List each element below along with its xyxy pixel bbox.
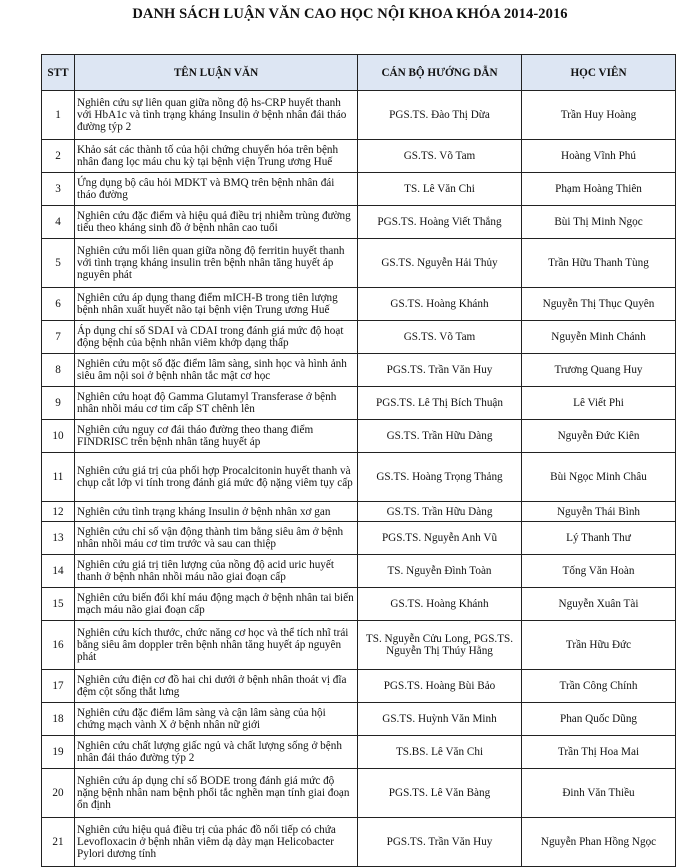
advisor-name: PGS.TS. Hoàng Viết Thắng <box>358 206 522 239</box>
advisor-name: GS.TS. Hoàng Trọng Thảng <box>358 453 522 502</box>
thesis-title: Nghiên cứu áp dụng thang điểm mICH-B trong tiên lượng bệnh nhân xuất huyết não tại bệnh viện Trung ương Huế <box>75 288 358 321</box>
thesis-title: Nghiên cứu hiệu quả điều trị của phác đồ nối tiếp có chứa Levofloxacin ở bệnh nhân viêm dạ dày mạn Helicobacter Pylori dương tính <box>75 818 358 867</box>
thesis-title: Khảo sát các thành tố của hội chứng chuyển hóa trên bệnh nhân đang lọc máu chu kỳ tại bệnh viện Trung ương Huế <box>75 140 358 173</box>
row-number: 13 <box>42 522 75 555</box>
student-name: Trần Hữu Thanh Tùng <box>522 239 676 288</box>
thesis-title: Nghiên cứu một số đặc điểm lâm sàng, sinh học và hình ảnh siêu âm nội soi ở bệnh nhân tắc mật cơ học <box>75 354 358 387</box>
table-row <box>42 736 676 769</box>
student-name: Trần Hữu Đức <box>522 621 676 670</box>
table-row <box>42 239 676 288</box>
student-name: Trương Quang Huy <box>522 354 676 387</box>
table-row <box>42 354 676 387</box>
row-number: 2 <box>42 140 75 173</box>
table-row <box>42 621 676 670</box>
thesis-title: Nghiên cứu chỉ số vận động thành tim bằng siêu âm ở bệnh nhân nhồi máu cơ tim trước và sau can thiệp <box>75 522 358 555</box>
row-number: 17 <box>42 670 75 703</box>
student-name: Lý Thanh Thư <box>522 522 676 555</box>
table-row <box>42 703 676 736</box>
student-name: Trần Huy Hoàng <box>522 91 676 140</box>
student-name: Trần Thị Hoa Mai <box>522 736 676 769</box>
student-name: Phan Quốc Dũng <box>522 703 676 736</box>
row-number: 3 <box>42 173 75 206</box>
table-row <box>42 502 676 522</box>
student-name: Trần Công Chính <box>522 670 676 703</box>
student-name: Bùi Ngọc Minh Châu <box>522 453 676 502</box>
thesis-title: Nghiên cứu chất lượng giấc ngủ và chất lượng sống ở bệnh nhân đái tháo đường týp 2 <box>75 736 358 769</box>
table-row <box>42 91 676 140</box>
advisor-name: GS.TS. Trần Hữu Dàng <box>358 502 522 522</box>
student-name: Nguyễn Xuân Tài <box>522 588 676 621</box>
thesis-title: Nghiên cứu biến đổi khí máu động mạch ở bệnh nhân tai biến mạch máu não giai đoạn cấp <box>75 588 358 621</box>
student-name: Nguyễn Phan Hồng Ngọc <box>522 818 676 867</box>
row-number: 16 <box>42 621 75 670</box>
thesis-title: Nghiên cứu mối liên quan giữa nồng độ ferritin huyết thanh với tình trạng kháng insulin trên bệnh nhân tăng huyết áp nguyên phát <box>75 239 358 288</box>
row-number: 14 <box>42 555 75 588</box>
thesis-title: Nghiên cứu giá trị của phối hợp Procalcitonin huyết thanh và chụp cắt lớp vi tính trong đánh giá mức độ nặng viêm tụy cấp <box>75 453 358 502</box>
row-number: 8 <box>42 354 75 387</box>
advisor-name: PGS.TS. Đào Thị Dừa <box>358 91 522 140</box>
student-name: Tống Văn Hoàn <box>522 555 676 588</box>
row-number: 7 <box>42 321 75 354</box>
advisor-name: PGS.TS. Hoàng Bùi Bảo <box>358 670 522 703</box>
thesis-title: Áp dụng chỉ số SDAI và CDAI trong đánh giá mức độ hoạt động bệnh của bệnh nhân viêm khớp dạng thấp <box>75 321 358 354</box>
advisor-name: TS.BS. Lê Văn Chi <box>358 736 522 769</box>
advisor-name: GS.TS. Võ Tam <box>358 140 522 173</box>
advisor-name: GS.TS. Huỳnh Văn Minh <box>358 703 522 736</box>
header-stt: STT <box>42 55 75 91</box>
thesis-title: Nghiên cứu kích thước, chức năng cơ học và thể tích nhĩ trái bằng siêu âm doppler trên bệnh nhân tăng huyết áp nguyên phát <box>75 621 358 670</box>
thesis-title: Nghiên cứu tình trạng kháng Insulin ở bệnh nhân xơ gan <box>75 502 358 522</box>
table-row <box>42 387 676 420</box>
advisor-name: PGS.TS. Lê Thị Bích Thuận <box>358 387 522 420</box>
table-row <box>42 769 676 818</box>
advisor-name: GS.TS. Hoàng Khánh <box>358 288 522 321</box>
row-number: 10 <box>42 420 75 453</box>
page-title: DANH SÁCH LUẬN VĂN CAO HỌC NỘI KHOA KHÓA 2014-2016 <box>132 6 568 22</box>
row-number: 6 <box>42 288 75 321</box>
thesis-title: Ứng dụng bộ câu hỏi MDKT và BMQ trên bệnh nhân đái tháo đường <box>75 173 358 206</box>
student-name: Lê Viết Phi <box>522 387 676 420</box>
thesis-title: Nghiên cứu điện cơ đồ hai chi dưới ở bệnh nhân thoát vị đĩa đệm cột sống thắt lưng <box>75 670 358 703</box>
table-row <box>42 173 676 206</box>
table-row <box>42 206 676 239</box>
row-number: 15 <box>42 588 75 621</box>
table-row <box>42 321 676 354</box>
student-name: Đinh Văn Thiều <box>522 769 676 818</box>
row-number: 19 <box>42 736 75 769</box>
thesis-title: Nghiên cứu nguy cơ đái tháo đường theo thang điểm FINDRISC trên bệnh nhân tăng huyết áp <box>75 420 358 453</box>
student-name: Nguyễn Minh Chánh <box>522 321 676 354</box>
thesis-title: Nghiên cứu đặc điểm lâm sàng và cận lâm sàng của hội chứng mạch vành X ở bệnh nhân nữ giới <box>75 703 358 736</box>
thesis-title: Nghiên cứu áp dụng chỉ số BODE trong đánh giá mức độ nặng bệnh nhân nam bệnh phổi tắc nghẽn mạn tính giai đoạn ổn định <box>75 769 358 818</box>
thesis-title: Nghiên cứu đặc điểm và hiệu quả điều trị nhiễm trùng đường tiểu theo kháng sinh đồ ở bệnh nhân cao tuổi <box>75 206 358 239</box>
student-name: Nguyễn Thái Bình <box>522 502 676 522</box>
header-student: HỌC VIÊN <box>522 55 676 91</box>
table-row <box>42 453 676 502</box>
advisor-name: GS.TS. Trần Hữu Dàng <box>358 420 522 453</box>
table-header-row <box>42 55 676 91</box>
row-number: 20 <box>42 769 75 818</box>
thesis-title: Nghiên cứu giá trị tiên lượng của nồng độ acid uric huyết thanh ở bệnh nhân nhồi máu não giai đoạn cấp <box>75 555 358 588</box>
advisor-name: PGS.TS. Lê Văn Bàng <box>358 769 522 818</box>
advisor-name: GS.TS. Hoàng Khánh <box>358 588 522 621</box>
advisor-name: TS. Nguyễn Đình Toàn <box>358 555 522 588</box>
student-name: Nguyễn Đức Kiên <box>522 420 676 453</box>
header-advisor: CÁN BỘ HƯỚNG DẪN <box>358 55 522 91</box>
student-name: Phạm Hoàng Thiên <box>522 173 676 206</box>
row-number: 21 <box>42 818 75 867</box>
row-number: 11 <box>42 453 75 502</box>
table-row <box>42 288 676 321</box>
advisor-name: PGS.TS. Trần Văn Huy <box>358 818 522 867</box>
thesis-title: Nghiên cứu hoạt độ Gamma Glutamyl Transferase ở bệnh nhân nhồi máu cơ tim cấp ST chênh lên <box>75 387 358 420</box>
advisor-name: GS.TS. Võ Tam <box>358 321 522 354</box>
thesis-table <box>41 54 676 867</box>
table-row <box>42 522 676 555</box>
row-number: 4 <box>42 206 75 239</box>
header-thesis-name: TÊN LUẬN VĂN <box>75 55 358 91</box>
row-number: 9 <box>42 387 75 420</box>
table-row <box>42 140 676 173</box>
row-number: 5 <box>42 239 75 288</box>
thesis-title: Nghiên cứu sự liên quan giữa nồng độ hs-CRP huyết thanh với HbA1c và tình trạng kháng Insulin ở bệnh nhân đái tháo đường týp 2 <box>75 91 358 140</box>
table-row <box>42 420 676 453</box>
student-name: Hoàng Vĩnh Phú <box>522 140 676 173</box>
advisor-name: GS.TS. Nguyễn Hải Thủy <box>358 239 522 288</box>
row-number: 1 <box>42 91 75 140</box>
table-row <box>42 555 676 588</box>
table-row <box>42 670 676 703</box>
advisor-name: PGS.TS. Trần Văn Huy <box>358 354 522 387</box>
row-number: 12 <box>42 502 75 522</box>
table-row <box>42 588 676 621</box>
student-name: Nguyễn Thị Thục Quyên <box>522 288 676 321</box>
advisor-name: TS. Nguyễn Cửu Long, PGS.TS. Nguyễn Thị Thúy Hằng <box>358 621 522 670</box>
student-name: Bùi Thị Minh Ngọc <box>522 206 676 239</box>
advisor-name: PGS.TS. Nguyễn Anh Vũ <box>358 522 522 555</box>
row-number: 18 <box>42 703 75 736</box>
advisor-name: TS. Lê Văn Chi <box>358 173 522 206</box>
